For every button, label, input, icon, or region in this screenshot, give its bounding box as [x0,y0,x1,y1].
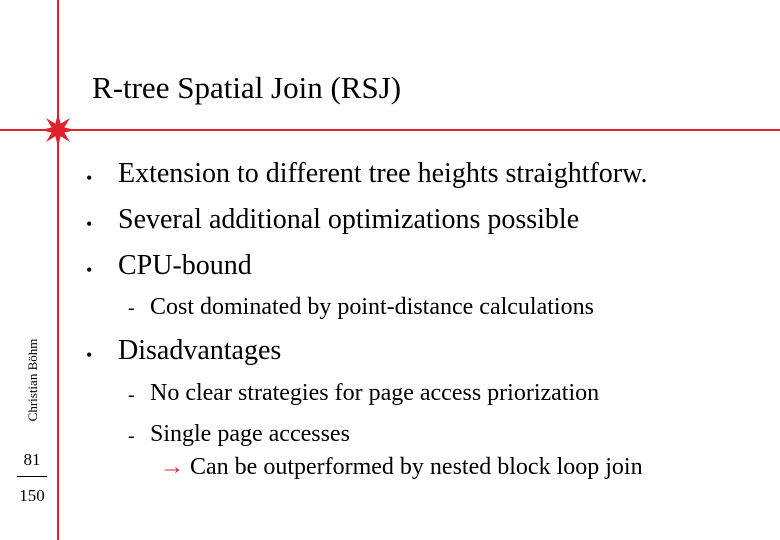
slide-title: R-tree Spatial Join (RSJ) [92,70,402,105]
author-name: Christian Böhm [25,338,40,422]
page-number-divider [17,476,47,477]
right-arrow-icon: → [160,454,184,480]
bullet-icon: • [86,345,93,365]
sub-bullet-item: No clear strategies for page access priorization [150,380,600,406]
dash-marker-icon: - [128,425,135,447]
horizontal-accent-line [0,129,780,131]
bullet-item: Disadvantages [118,335,282,366]
bullet-icon: • [86,168,93,188]
current-page-number: 81 [23,450,41,469]
dash-marker-icon: - [128,384,135,406]
sub-bullet-item: Cost dominated by point-distance calculations [150,294,594,320]
total-page-number: 150 [19,486,45,505]
dash-marker-icon: - [128,297,135,319]
bullet-item: Several additional optimizations possible [118,204,580,235]
star-ornament-icon [41,113,75,147]
conclusion-note [160,454,643,481]
bullet-icon: • [86,260,93,280]
bullet-icon: • [86,214,93,234]
sub-bullet-item: Single page accesses [150,421,350,447]
bullet-item: CPU-bound [118,250,252,281]
conclusion-text: Can be outperformed by nested block loop join [190,454,643,480]
vertical-accent-line [57,0,59,540]
bullet-item: Extension to different tree heights straightforw. [118,158,648,189]
